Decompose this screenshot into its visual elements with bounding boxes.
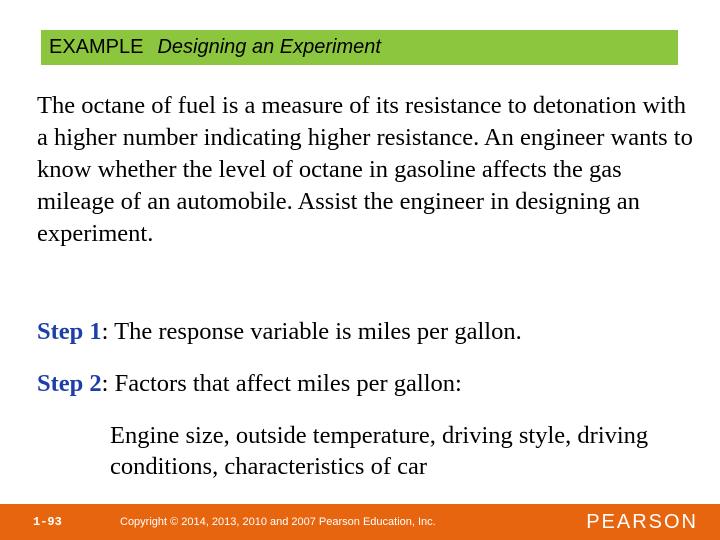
- slide-number: 1-93: [33, 515, 62, 529]
- step-1-label: Step 1: [37, 318, 102, 345]
- example-subtitle: Designing an Experiment: [157, 36, 381, 58]
- step-2: [37, 368, 697, 400]
- factors-list: Engine size, outside temperature, driving style, driving conditions, characteristics of car: [110, 422, 649, 480]
- pearson-logo: PEARSON: [586, 510, 698, 533]
- step-1: [37, 316, 697, 348]
- step-1-text: : The response variable is miles per gallon.: [101, 318, 522, 345]
- copyright-text: Copyright © 2014, 2013, 2010 and 2007 Pearson Education, Inc.: [120, 516, 436, 528]
- footer-bar: [0, 504, 720, 540]
- body-paragraph: The octane of fuel is a measure of its resistance to detonation with a higher number indicating higher resistance. An engineer wants to know whether the level of octane in gasoline affects the gas mileage of an automobile. Assist the engineer in designing an experiment.: [37, 92, 693, 247]
- step-2-text: : Factors that affect miles per gallon:: [101, 370, 462, 397]
- step-2-label: Step 2: [37, 370, 102, 397]
- title-banner: [41, 30, 678, 65]
- example-label: EXAMPLE: [49, 36, 144, 58]
